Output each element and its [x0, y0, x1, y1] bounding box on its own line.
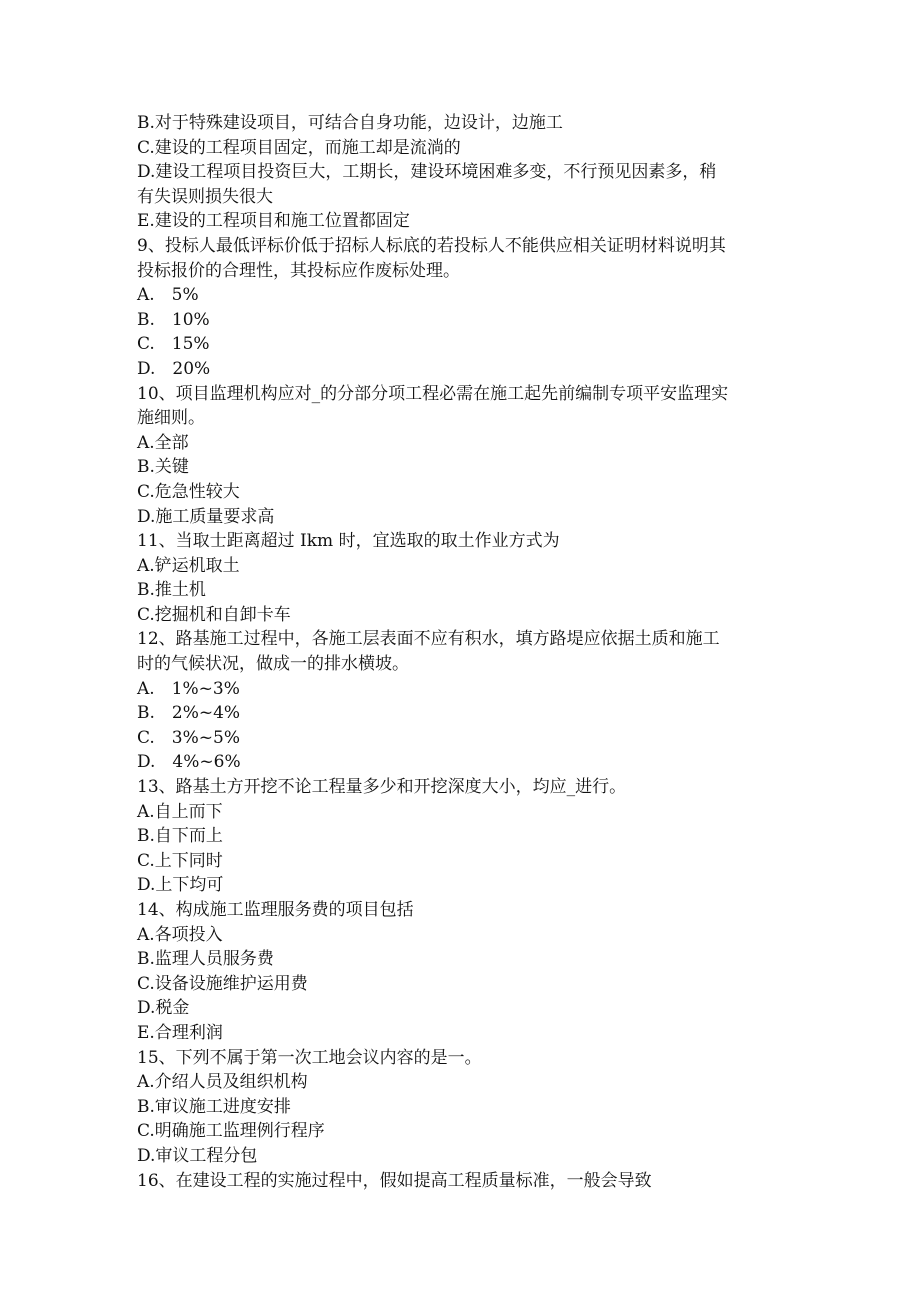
question-9-text-continued: 投标报价的合理性，其投标应作废标处理。	[137, 260, 460, 281]
q12-option-c: C. 3%~5%	[137, 727, 240, 748]
q15-option-b: B.审议施工进度安排	[137, 1096, 291, 1117]
option-d-line-continued: 有失误则损失很大	[137, 186, 273, 207]
q15-option-c: C.明确施工监理例行程序	[137, 1121, 325, 1142]
q10-option-c: C.危急性较大	[137, 481, 240, 502]
q14-option-a: A.各项投入	[137, 924, 223, 945]
q12-option-a: A. 1%~3%	[137, 678, 240, 699]
q9-option-b: B. 10%	[137, 309, 210, 330]
question-12-text-continued: 时的气候状况，做成一的排水横坡。	[137, 654, 409, 675]
option-e-line: E.建设的工程项目和施工位置都固定	[137, 211, 410, 232]
option-c-line: C.建设的工程项目固定，而施工却是流淌的	[137, 137, 461, 158]
q10-option-b: B.关键	[137, 457, 189, 478]
question-15-text: 15、下列不属于第一次工地会议内容的是一。	[137, 1047, 482, 1068]
question-10-text: 10、项目监理机构应对_的分部分项工程必需在施工起先前编制专项平安监理实	[137, 383, 729, 404]
q13-option-a: A.自上而下	[137, 801, 223, 822]
q10-option-a: A.全部	[137, 432, 189, 453]
question-10-text-continued: 施细则。	[137, 408, 205, 429]
q13-option-d: D.上下均可	[137, 875, 224, 896]
option-b-line: B.对于特殊建设项目，可结合自身功能，边设计，边施工	[137, 113, 563, 133]
q12-option-b: B. 2%~4%	[137, 703, 241, 724]
option-d-line: D.建设工程项目投资巨大，工期长，建设环境困难多变，不行预见因素多，稍	[137, 162, 717, 183]
q15-option-d: D.审议工程分包	[137, 1145, 258, 1166]
q12-option-d: D. 4%~6%	[137, 752, 241, 773]
q9-option-a: A. 5%	[137, 285, 199, 306]
q15-option-a: A.介绍人员及组织机构	[137, 1072, 308, 1093]
q11-option-c: C.挖掘机和自卸卡车	[137, 604, 291, 625]
q13-option-c: C.上下同时	[137, 850, 223, 871]
q10-option-d: D.施工质量要求高	[137, 506, 275, 527]
question-11-text: 11、当取士距离超过 Ikm 时，宜选取的取土作业方式为	[137, 531, 560, 552]
q14-option-d: D.税金	[137, 998, 190, 1019]
q14-option-c: C.设备设施维护运用费	[137, 973, 308, 994]
question-16-text: 16、在建设工程的实施过程中，假如提高工程质量标准，一般会导致	[137, 1170, 652, 1191]
q11-option-b: B.推土机	[137, 580, 206, 601]
q14-option-e: E.合理利润	[137, 1022, 223, 1043]
question-12-text: 12、路基施工过程中，各施工层表面不应有积水，填方路堤应依据土质和施工	[137, 629, 720, 650]
question-13-text: 13、路基土方开挖不论工程量多少和开挖深度大小，均应_进行。	[137, 777, 627, 798]
q11-option-a: A.铲运机取土	[137, 555, 240, 576]
q13-option-b: B.自下而上	[137, 826, 223, 847]
q9-option-c: C. 15%	[137, 334, 210, 355]
q14-option-b: B.监理人员服务费	[137, 949, 274, 970]
question-9-text: 9、投标人最低评标价低于招标人标底的若投标人不能供应相关证明材料说明其	[137, 235, 726, 256]
question-14-text: 14、构成施工监理服务费的项目包括	[137, 900, 414, 920]
document-body	[137, 111, 777, 1193]
q9-option-d: D. 20%	[137, 358, 211, 379]
